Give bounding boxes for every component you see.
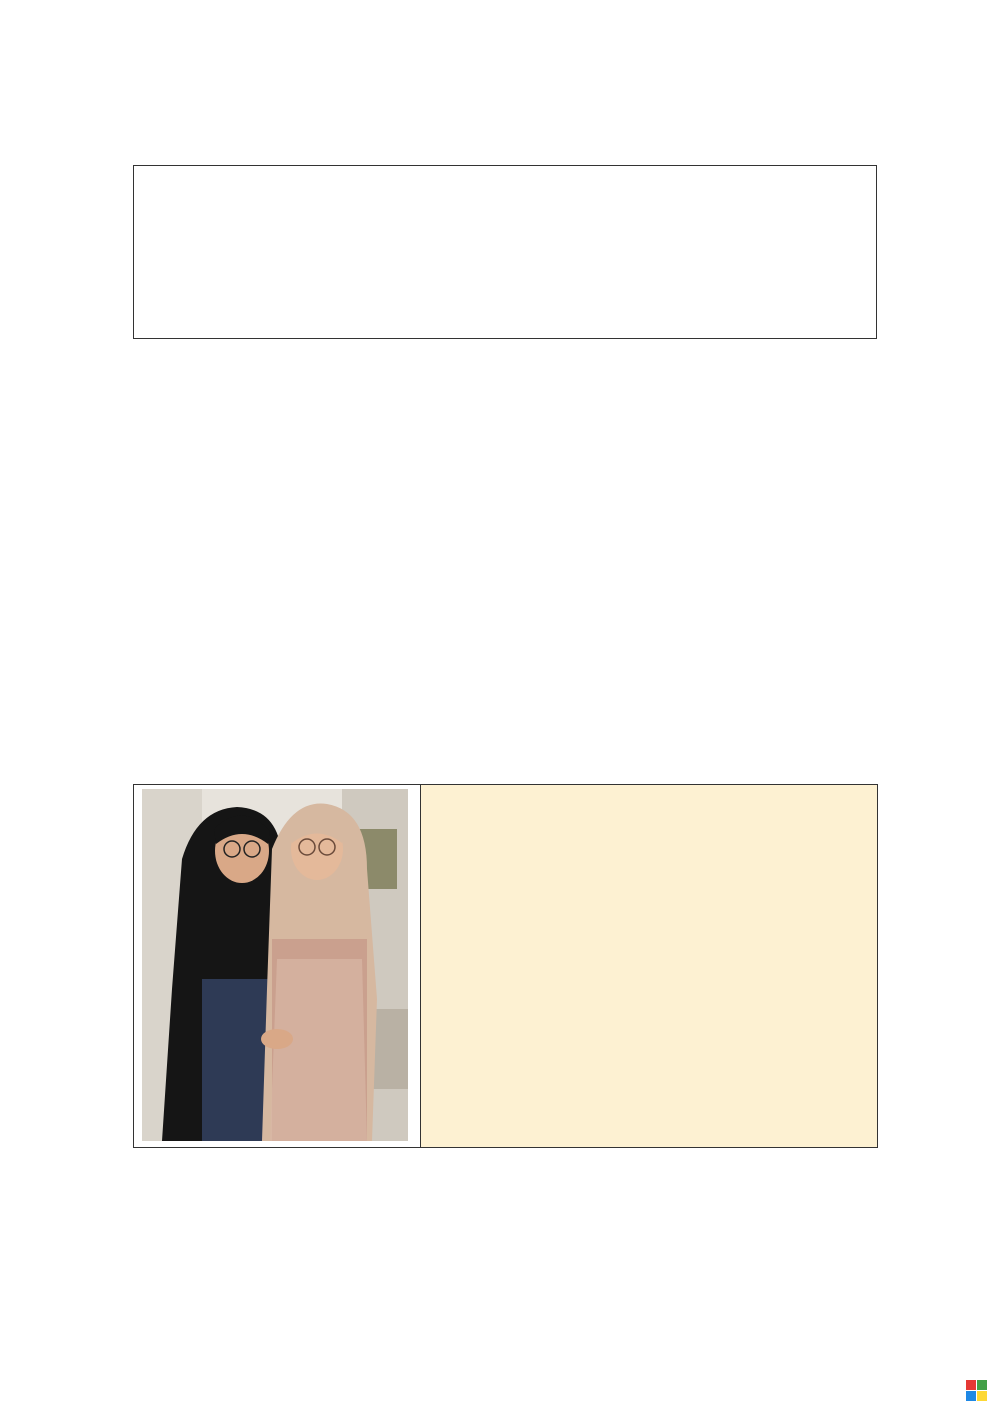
candle-border-right [926,0,976,1413]
dialogue-line [142,168,868,193]
liveworksheets-logo [966,1377,992,1407]
dialogue-line [142,217,868,242]
dialogue-line [142,193,868,218]
candle-border-top [0,42,1000,92]
dialogue-box [133,165,877,339]
question-14 [163,476,493,566]
question-15 [163,609,663,721]
dialogue-line [142,242,868,267]
logo-icon [966,1380,988,1402]
story-box [133,784,878,1148]
siblings-photo [142,789,408,1141]
question-13 [163,365,493,455]
dialogue-line [142,266,868,291]
dialogue-line [142,291,868,316]
dialogue-line [142,316,868,341]
candle-border-bottom [0,1328,1000,1378]
question-16 [163,1172,493,1262]
story-text [421,785,877,1147]
photo-illustration [142,789,408,1141]
candle-border-left [54,0,104,1413]
